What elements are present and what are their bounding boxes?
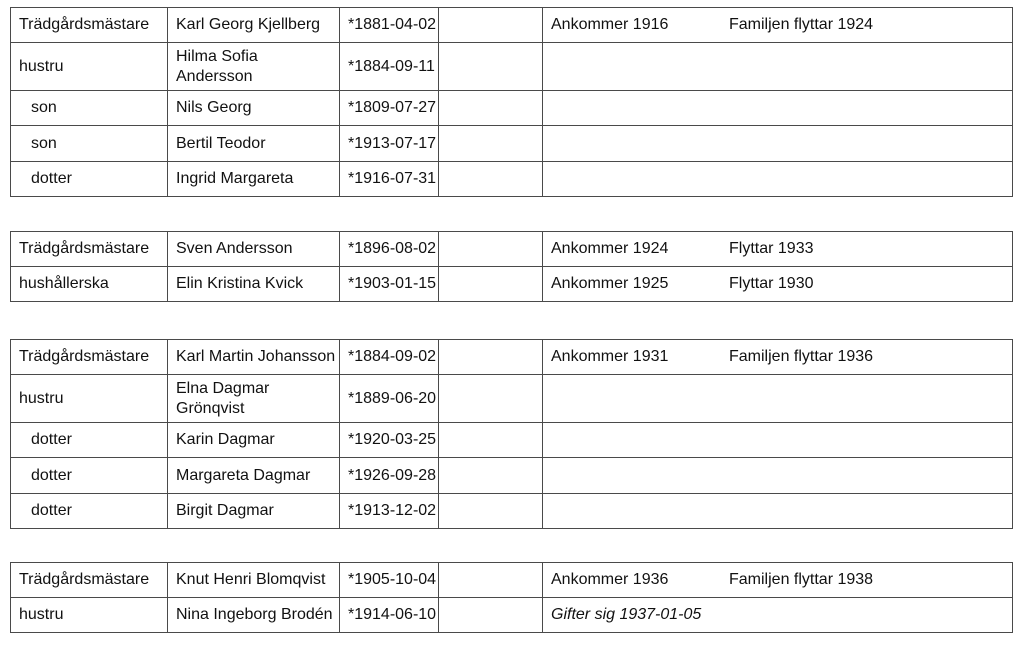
note-cell [543,375,1013,423]
table-row [11,267,1013,302]
note-cell [543,340,1013,375]
role-cell: son [11,126,168,162]
table-row [11,340,1013,375]
birth-date-cell: *1884-09-11 [340,43,439,91]
empty-cell [439,267,543,302]
name-cell: Margareta Dagmar [168,458,340,494]
empty-cell [439,340,543,375]
birth-date-cell: *1905-10-04 [340,563,439,598]
role-cell: dotter [11,458,168,494]
empty-cell [439,423,543,458]
family-table-johansson [10,339,1013,529]
table-row [11,458,1013,494]
table-row [11,598,1013,633]
role-cell: dotter [11,494,168,529]
table-row [11,232,1013,267]
name-cell: Bertil Teodor [168,126,340,162]
role-cell: hushållerska [11,267,168,302]
empty-cell [439,43,543,91]
departure-text: Familjen flyttar 1936 [729,348,874,365]
marriage-note-cell: Gifter sig 1937-01-05 [543,598,1013,633]
table-row [11,126,1013,162]
name-cell: Knut Henri Blomqvist [168,563,340,598]
role-cell: Trädgårdsmästare [11,232,168,267]
table-row [11,8,1013,43]
table-row [11,375,1013,423]
empty-cell [439,232,543,267]
table-row [11,494,1013,529]
empty-cell [439,563,543,598]
role-cell: son [11,91,168,126]
birth-date-cell: *1884-09-02 [340,340,439,375]
empty-cell [439,458,543,494]
birth-date-cell: *1896-08-02 [340,232,439,267]
note-cell [543,162,1013,197]
family-table-andersson [10,231,1013,302]
empty-cell [439,8,543,43]
note-cell [543,43,1013,91]
note-cell [543,8,1013,43]
name-cell: Birgit Dagmar [168,494,340,529]
role-cell: Trädgårdsmästare [11,8,168,43]
birth-date-cell: *1926-09-28 [340,458,439,494]
arrival-text: Ankommer 1924 [551,240,669,257]
arrival-text: Ankommer 1916 [551,16,669,33]
birth-date-cell: *1889-06-20 [340,375,439,423]
family-table-blomqvist [10,562,1013,633]
table-row [11,43,1013,91]
name-cell: Elna Dagmar Grönqvist [168,375,340,423]
birth-date-cell: *1914-06-10 [340,598,439,633]
empty-cell [439,598,543,633]
empty-cell [439,91,543,126]
birth-date-cell: *1920-03-25 [340,423,439,458]
table-row [11,162,1013,197]
name-cell: Nils Georg [168,91,340,126]
empty-cell [439,126,543,162]
note-cell [543,494,1013,529]
name-cell: Hilma Sofia Andersson [168,43,340,91]
role-cell: hustru [11,598,168,633]
note-cell [543,232,1013,267]
name-cell: Ingrid Margareta [168,162,340,197]
arrival-text: Ankommer 1931 [551,348,669,365]
name-cell: Karin Dagmar [168,423,340,458]
birth-date-cell: *1916-07-31 [340,162,439,197]
birth-date-cell: *1809-07-27 [340,91,439,126]
role-cell: Trädgårdsmästare [11,563,168,598]
arrival-text: Ankommer 1925 [551,275,669,292]
role-cell: dotter [11,423,168,458]
note-cell [543,423,1013,458]
birth-date-cell: *1913-12-02 [340,494,439,529]
table-row [11,91,1013,126]
name-cell: Nina Ingeborg Brodén [168,598,340,633]
arrival-text: Ankommer 1936 [551,571,669,588]
empty-cell [439,494,543,529]
note-cell [543,267,1013,302]
departure-text: Flyttar 1933 [729,240,814,257]
birth-date-cell: *1881-04-02 [340,8,439,43]
table-row [11,423,1013,458]
birth-date-cell: *1903-01-15 [340,267,439,302]
name-cell: Karl Georg Kjellberg [168,8,340,43]
note-cell [543,563,1013,598]
role-cell: hustru [11,43,168,91]
note-cell [543,91,1013,126]
note-cell [543,126,1013,162]
name-cell: Elin Kristina Kvick [168,267,340,302]
departure-text: Flyttar 1930 [729,275,814,292]
note-cell [543,458,1013,494]
departure-text: Familjen flyttar 1924 [729,16,874,33]
role-cell: dotter [11,162,168,197]
family-table-kjellberg [10,7,1013,197]
birth-date-cell: *1913-07-17 [340,126,439,162]
empty-cell [439,162,543,197]
role-cell: Trädgårdsmästare [11,340,168,375]
name-cell: Sven Andersson [168,232,340,267]
table-row [11,563,1013,598]
role-cell: hustru [11,375,168,423]
departure-text: Familjen flyttar 1938 [729,571,874,588]
name-cell: Karl Martin Johansson [168,340,340,375]
empty-cell [439,375,543,423]
